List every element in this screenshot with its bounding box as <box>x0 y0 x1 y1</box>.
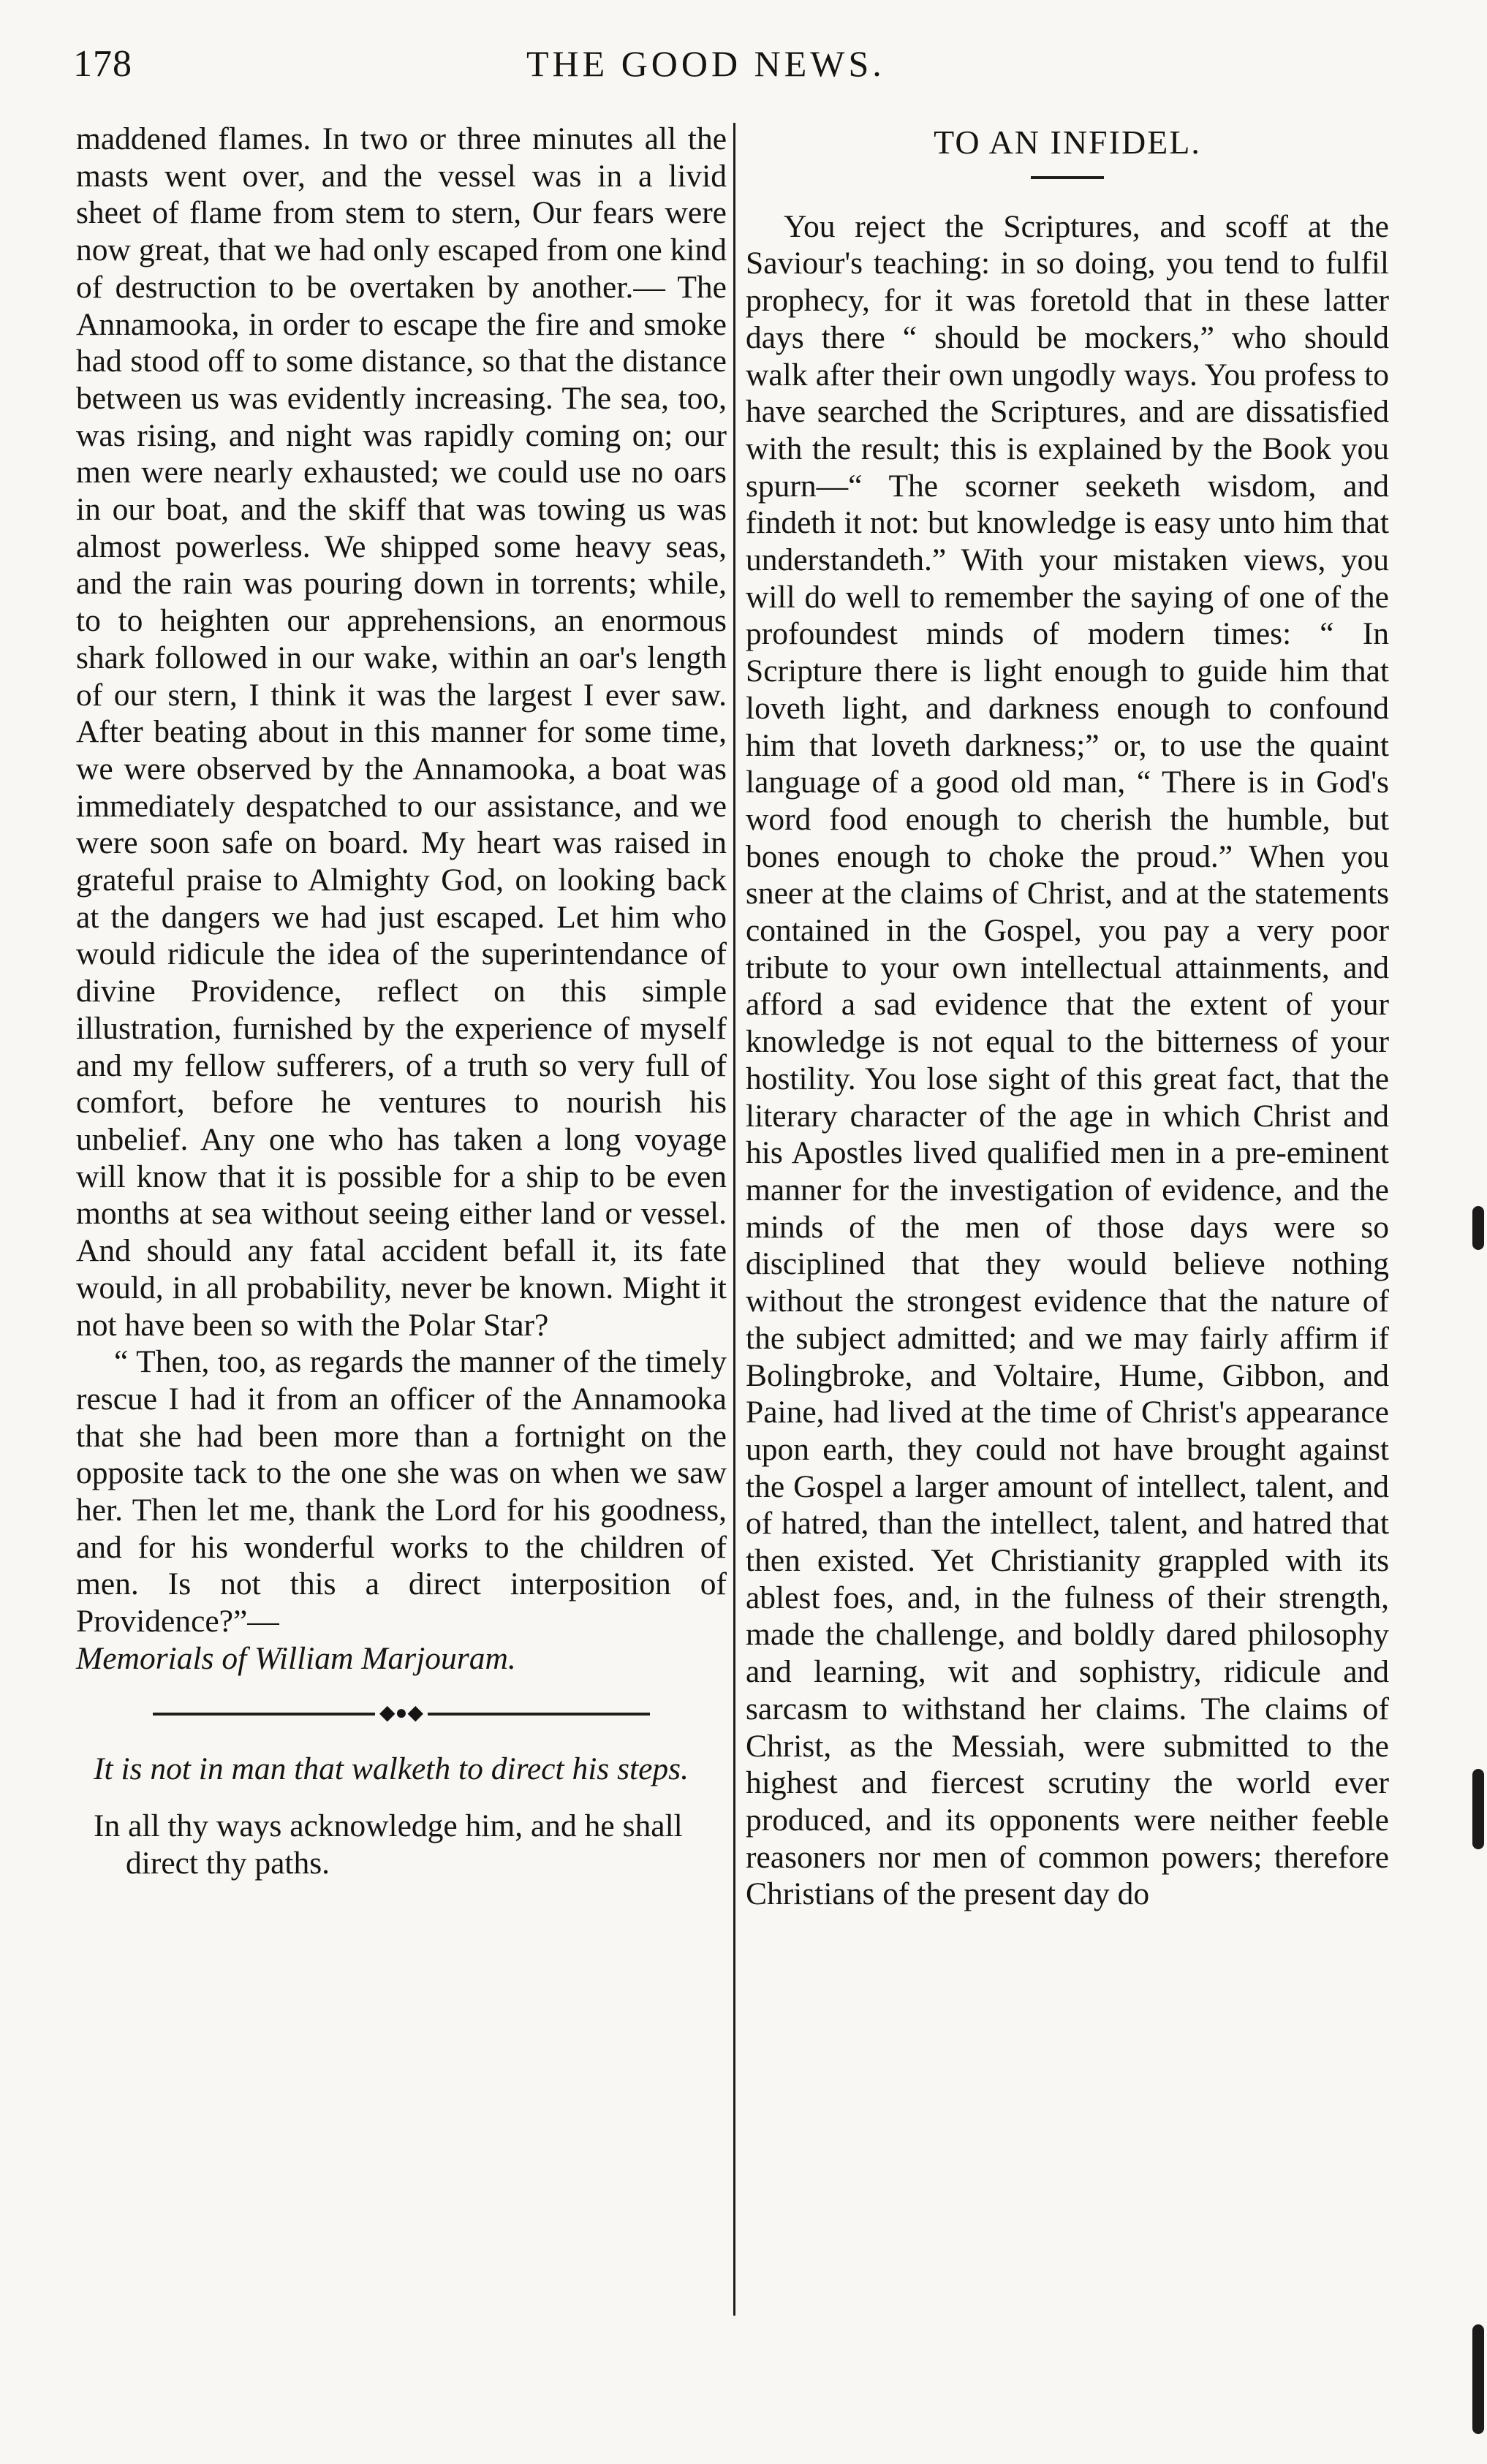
attribution: Memorials of William Marjouram. <box>76 1640 516 1676</box>
page-edge-mark <box>1472 2324 1484 2434</box>
article-body: You reject the Scriptures, and scoff at the Saviour's teaching: in so doing, you tend to fulfil prophecy, for it was foretold that in these latter days there “ should be mockers,” who should walk after their own ungodly ways. You profess to have searched the Scriptures, and are dissatisfied with the result; this is explained by the Book you spurn—“ The scorner seeketh wisdom, and findeth it not: but knowledge is easy unto him that understandeth.” With your mistaken views, you will do well to remember the saying of one of the profoundest minds of modern times: “ In Scripture there is light enough to guide him that loveth light, and darkness enough to confound him that loveth darkness;” or, to use the quaint language of a good old man, “ There is in God's word food enough to cherish the humble, but bones enough to choke the proud.” When you sneer at the claims of Christ, and at the statements contained in the Gospel, you pay a very poor tribute to your own intellectual attainments, and afford a sad evidence that the extent of your knowledge is not equal to the bitterness of your hostility. You lose sight of this great fact, that the literary character of the age in which Christ and his Apostles lived qualified men in a pre-eminent manner for the investigation of evidence, and the minds of the men of those days were so disciplined that they would believe nothing without the strongest evidence that the nature of the subject admitted; and we may fairly affirm if Bolingbroke, and Voltaire, Hume, Gibbon, and Paine, had lived at the time of Christ's appearance upon earth, they could not have brought against the Gospel a larger amount of intellect, talent, and of hatred, than the intellect, talent, and hatred that then existed. Yet Christianity grappled with its ablest foes, and, in the fulness of their strength, made the challenge, and boldly dared philosophy and learning, wit and sophistry, ridicule and sarcasm to withstand her claims. The claims of Christ, as the Messiah, were submitted to the highest and fiercest scrutiny the world ever produced, and its opponents were neither feeble reasoners nor men of common powers; therefore Christians of the present day do <box>746 208 1389 1912</box>
scripture-verse: In all thy ways acknowledge him, and he shall direct thy paths. <box>94 1808 683 1881</box>
ornamental-divider <box>153 1701 650 1724</box>
scripture-verse-italic: It is not in man that walketh to direct his steps. <box>94 1751 689 1786</box>
narrative-paragraph: maddened flames. In two or three minutes all the masts went over, and the vessel was in a livid sheet of flame from stem to stern, Our fears were now great, that we had only escaped from one kind of destruction to be overtaken by another.— The Annamooka, in order to escape the fire and smoke had stood off to some distance, so that the distance between us was evidently increasing. The sea, too, was rising, and night was rapidly coming on; our men were nearly exhausted; we could use no oars in our boat, and the skiff that was towing us was almost powerless. We shipped some heavy seas, and the rain was pouring down in torrents; while, to to heighten our apprehensions, an enormous shark followed in our wake, within an oar's length of our stern, I think it was the largest I ever saw. After beating about in this manner for some time, we were observed by the Annamooka, a boat was immediately despatched to our assistance, and we were soon safe on board. My heart was raised in grateful praise to Almighty God, on looking back at the dangers we had just escaped. Let him who would ridicule the idea of the superintendance of divine Providence, reflect on this simple illustration, furnished by the experience of myself and my fellow sufferers, of a truth so very full of comfort, before he ventures to nourish his unbelief. Any one who has taken a long voyage will know that it is possible for a ship to be even months at sea without seeing either land or vessel. And should any fatal accident befall it, its fate would, in all probability, never be known. Might it not have been so with the Polar Star? <box>76 121 727 1343</box>
left-column <box>76 121 727 1882</box>
page-edge-mark <box>1472 1206 1484 1250</box>
article-title: TO AN INFIDEL. <box>934 124 1201 161</box>
running-header <box>73 42 1448 94</box>
running-title: THE GOOD NEWS. <box>526 43 885 84</box>
page-number: 178 <box>73 43 132 85</box>
ornament-glyph: ◆●◆ <box>375 1702 428 1724</box>
page-edge-mark <box>1472 1769 1484 1849</box>
narrative-paragraph-rescue: “ Then, too, as regards the manner of the timely rescue I had it from an officer of the Annamooka that she had been more than a fortnight on the opposite tack to the one she was on when we saw her. Then let me, thank the Lord for his goodness, and for his wonderful works to the children of men. Is not this a direct interposition of Providence?”— <box>76 1344 727 1639</box>
column-divider <box>733 123 735 2316</box>
title-underline <box>1031 176 1104 179</box>
right-column <box>746 121 1389 1913</box>
